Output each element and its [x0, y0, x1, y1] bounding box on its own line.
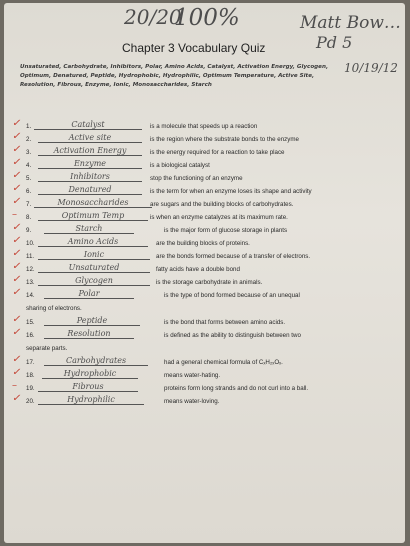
answer-blank: Ionic — [38, 250, 150, 260]
question-number: 16. — [26, 332, 35, 339]
question-text: means water-hating. — [164, 372, 221, 379]
grade-check-icon: – — [12, 209, 17, 220]
question-number: 20. — [26, 398, 35, 405]
question-text-continued: separate parts. — [26, 345, 68, 352]
question-number: 4. — [26, 162, 32, 169]
question-row — [4, 393, 405, 410]
question-number: 1. — [26, 123, 32, 130]
grade-check-icon: ✓ — [12, 118, 21, 129]
question-number: 18. — [26, 372, 35, 379]
question-number: 11. — [26, 253, 35, 260]
question-text: means water-loving. — [164, 398, 220, 405]
answer-blank: Resolution — [44, 329, 134, 339]
question-number: 17. — [26, 359, 35, 366]
word-bank: Unsaturated, Carbohydrate, Inhibitors, Polar, Amino Acids, Catalyst, Activation Energy, Glycogen, Optimum, Denatured, Peptide, Hydrophobic, Hydrophilic, Optimum Temperature, Active Site, Resolution, Fibrous, Enzyme, Ionic, Monosaccharides, Starch — [20, 64, 329, 88]
grade-check-icon: ✓ — [12, 287, 21, 298]
question-text: is defined as the ability to distinguish between two — [164, 332, 301, 339]
grade-check-icon: – — [12, 380, 17, 391]
grade-check-icon: ✓ — [12, 367, 21, 378]
grade-check-icon: ✓ — [12, 144, 21, 155]
question-number: 15. — [26, 319, 35, 326]
grade-check-icon: ✓ — [12, 248, 21, 259]
grade-check-icon: ✓ — [12, 131, 21, 142]
grade-check-icon: ✓ — [12, 235, 21, 246]
question-text: fatty acids have a double bond — [156, 266, 240, 273]
student-name-handwritten: Matt Bow… — [300, 13, 401, 33]
grade-check-icon: ✓ — [12, 183, 21, 194]
percent-handwritten: 100% — [174, 5, 240, 31]
question-number: 5. — [26, 175, 32, 182]
period-handwritten: Pd 5 — [316, 33, 353, 52]
question-number: 10. — [26, 240, 35, 247]
answer-blank: Catalyst — [34, 120, 142, 130]
answer-blank: Peptide — [44, 316, 140, 326]
question-row — [4, 327, 405, 344]
question-text: is a molecule that speeds up a reaction — [150, 123, 258, 130]
question-number: 9. — [26, 227, 32, 234]
answer-blank: Carbohydrates — [44, 356, 148, 366]
question-text: are the building blocks of proteins. — [156, 240, 250, 247]
question-number: 12. — [26, 266, 35, 273]
answer-blank: Fibrous — [38, 382, 138, 392]
answer-blank: Enzyme — [38, 159, 142, 169]
question-number: 8. — [26, 214, 32, 221]
question-text: is the storage carbohydrate in animals. — [156, 279, 263, 286]
question-row — [4, 287, 405, 304]
question-text: had a general chemical formula of CₓH₂ₓOₓ. — [164, 359, 283, 366]
answer-blank: Hydrophobic — [42, 369, 138, 379]
question-text: is when an enzyme catalyzes at its maximum rate. — [150, 214, 288, 221]
answer-blank: Glycogen — [38, 276, 150, 286]
answer-blank: Amino Acids — [38, 237, 148, 247]
question-text-continued: sharing of electrons. — [26, 305, 82, 312]
question-text: is the type of bond formed because of an unequal — [164, 292, 300, 299]
answer-blank: Denatured — [38, 185, 142, 195]
grade-check-icon: ✓ — [12, 157, 21, 168]
question-number: 7. — [26, 201, 32, 208]
question-text: is a biological catalyst — [150, 162, 210, 169]
page-title: Chapter 3 Vocabulary Quiz — [122, 41, 266, 55]
answer-blank: Optimum Temp — [38, 211, 148, 221]
date-handwritten: 10/19/12 — [344, 61, 398, 75]
grade-check-icon: ✓ — [12, 222, 21, 233]
answer-blank: Active site — [38, 133, 142, 143]
quiz-sheet — [4, 3, 405, 543]
answer-blank: Polar — [44, 289, 134, 299]
grade-check-icon: ✓ — [12, 196, 21, 207]
question-number: 2. — [26, 136, 32, 143]
question-text: is the region where the substrate bonds to the enzyme — [150, 136, 299, 143]
question-text: proteins form long strands and do not curl into a ball. — [164, 385, 309, 392]
grade-check-icon: ✓ — [12, 274, 21, 285]
grade-check-icon: ✓ — [12, 314, 21, 325]
grade-check-icon: ✓ — [12, 327, 21, 338]
grade-check-icon: ✓ — [12, 393, 21, 404]
grade-check-icon: ✓ — [12, 354, 21, 365]
question-number: 3. — [26, 149, 32, 156]
answer-blank: Monosaccharides — [34, 198, 152, 208]
question-number: 19. — [26, 385, 35, 392]
answer-blank: Activation Energy — [38, 146, 142, 156]
answer-blank: Unsaturated — [38, 263, 150, 273]
question-number: 6. — [26, 188, 32, 195]
score-handwritten: 20/20 — [124, 5, 182, 29]
question-text: are sugars and the building blocks of carbohydrates. — [150, 201, 294, 208]
answer-blank: Starch — [44, 224, 134, 234]
answer-blank: Inhibitors — [38, 172, 142, 182]
question-text: is the term for when an enzyme loses its shape and activity — [150, 188, 312, 195]
question-text: are the bonds formed because of a transfer of electrons. — [156, 253, 311, 260]
question-text: stop the functioning of an enzyme — [150, 175, 243, 182]
question-text: is the major form of glucose storage in plants — [164, 227, 288, 234]
grade-check-icon: ✓ — [12, 261, 21, 272]
grade-check-icon: ✓ — [12, 170, 21, 181]
answer-blank: Hydrophilic — [38, 395, 144, 405]
question-number: 14. — [26, 292, 35, 299]
question-number: 13. — [26, 279, 35, 286]
question-text: is the energy required for a reaction to take place — [150, 149, 285, 156]
question-text: is the bond that forms between amino acids. — [164, 319, 286, 326]
